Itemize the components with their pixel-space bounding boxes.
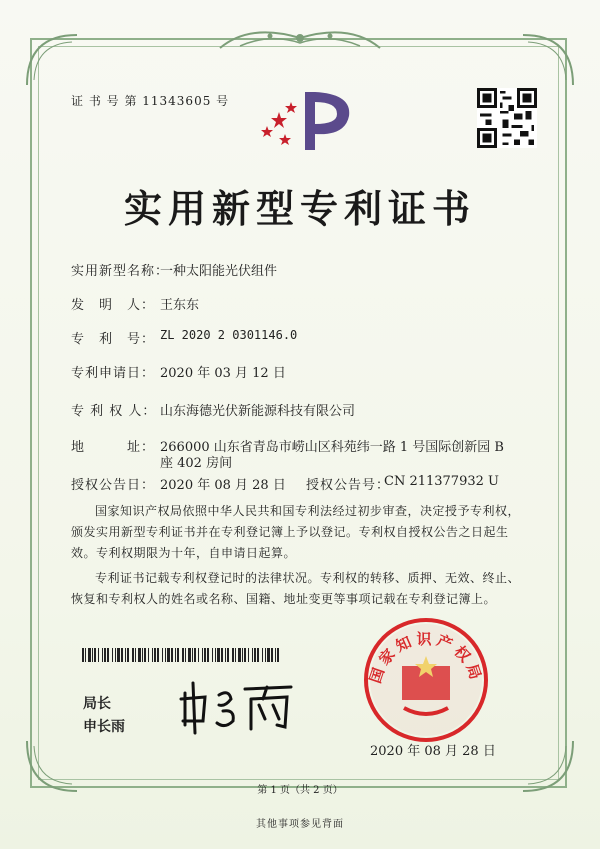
filing-date: 2020 年 03 月 12 日 bbox=[160, 366, 286, 381]
corner-ornament-icon bbox=[518, 30, 578, 90]
patent-number: ZL 2020 2 0301146.0 bbox=[160, 328, 298, 342]
field-label-filing-date: 专利申请日： bbox=[71, 366, 156, 381]
corner-ornament-icon bbox=[22, 30, 82, 90]
field-label-announcement-date: 授权公告日： bbox=[71, 478, 156, 493]
field-label-address: 地 址： bbox=[71, 440, 156, 455]
inventor-name: 王东东 bbox=[160, 298, 200, 313]
utility-model-name: 一种太阳能光伏组件 bbox=[160, 264, 278, 279]
top-ornament-icon bbox=[210, 18, 390, 58]
announcement-number: CN 211377932 U bbox=[384, 474, 499, 489]
field-label-patent-number: 专 利 号： bbox=[71, 332, 156, 347]
signature-icon bbox=[173, 675, 303, 735]
address-line-2: 座 402 房间 bbox=[160, 456, 233, 471]
field-label-inventor: 发 明 人： bbox=[71, 298, 156, 313]
seal-date: 2020 年 08 月 28 日 bbox=[370, 744, 496, 759]
certificate-title: 实用新型专利证书 bbox=[123, 186, 476, 231]
signer-name: 申长雨 bbox=[83, 719, 125, 735]
cnipa-logo-icon bbox=[257, 84, 357, 154]
address-line-1: 266000 山东省青岛市崂山区科苑纬一路 1 号国际创新园 B bbox=[160, 440, 504, 455]
patentee-name: 山东海德光伏新能源科技有限公司 bbox=[160, 404, 356, 419]
legal-status-paragraph: 专利证书记载专利权登记时的法律状况。专利权的转移、质押、无效、终止、恢复和专利权人的姓名或名称、国籍、地址变更等事项记载在专利登记簿上。 bbox=[71, 571, 521, 606]
certificate-serial: 证 书 号 第 11343605 号 bbox=[71, 94, 230, 108]
seal-text: 国家知识产权局 bbox=[366, 630, 486, 686]
grant-paragraph: 国家知识产权局依照中华人民共和国专利法经过初步审查，决定授予专利权，颁发实用新型专利证书并在专利登记簿上予以登记。专利权自授权公告之日起生效。专利权期限为十年，自申请日起算。 bbox=[71, 504, 521, 560]
field-label-patentee: 专 利 权 人： bbox=[71, 404, 157, 419]
field-label-announcement-number: 授权公告号： bbox=[306, 478, 391, 493]
official-seal-icon bbox=[362, 616, 490, 744]
signer-title: 局长 bbox=[83, 696, 111, 712]
field-label-name: 实用新型名称： bbox=[71, 264, 170, 279]
announcement-date: 2020 年 08 月 28 日 bbox=[160, 478, 286, 493]
footer-note: 其他事项参见背面 bbox=[256, 819, 344, 830]
qr-code-icon bbox=[477, 88, 537, 148]
barcode-icon bbox=[82, 648, 282, 662]
page-number: 第 1 页（共 2 页） bbox=[257, 785, 343, 796]
